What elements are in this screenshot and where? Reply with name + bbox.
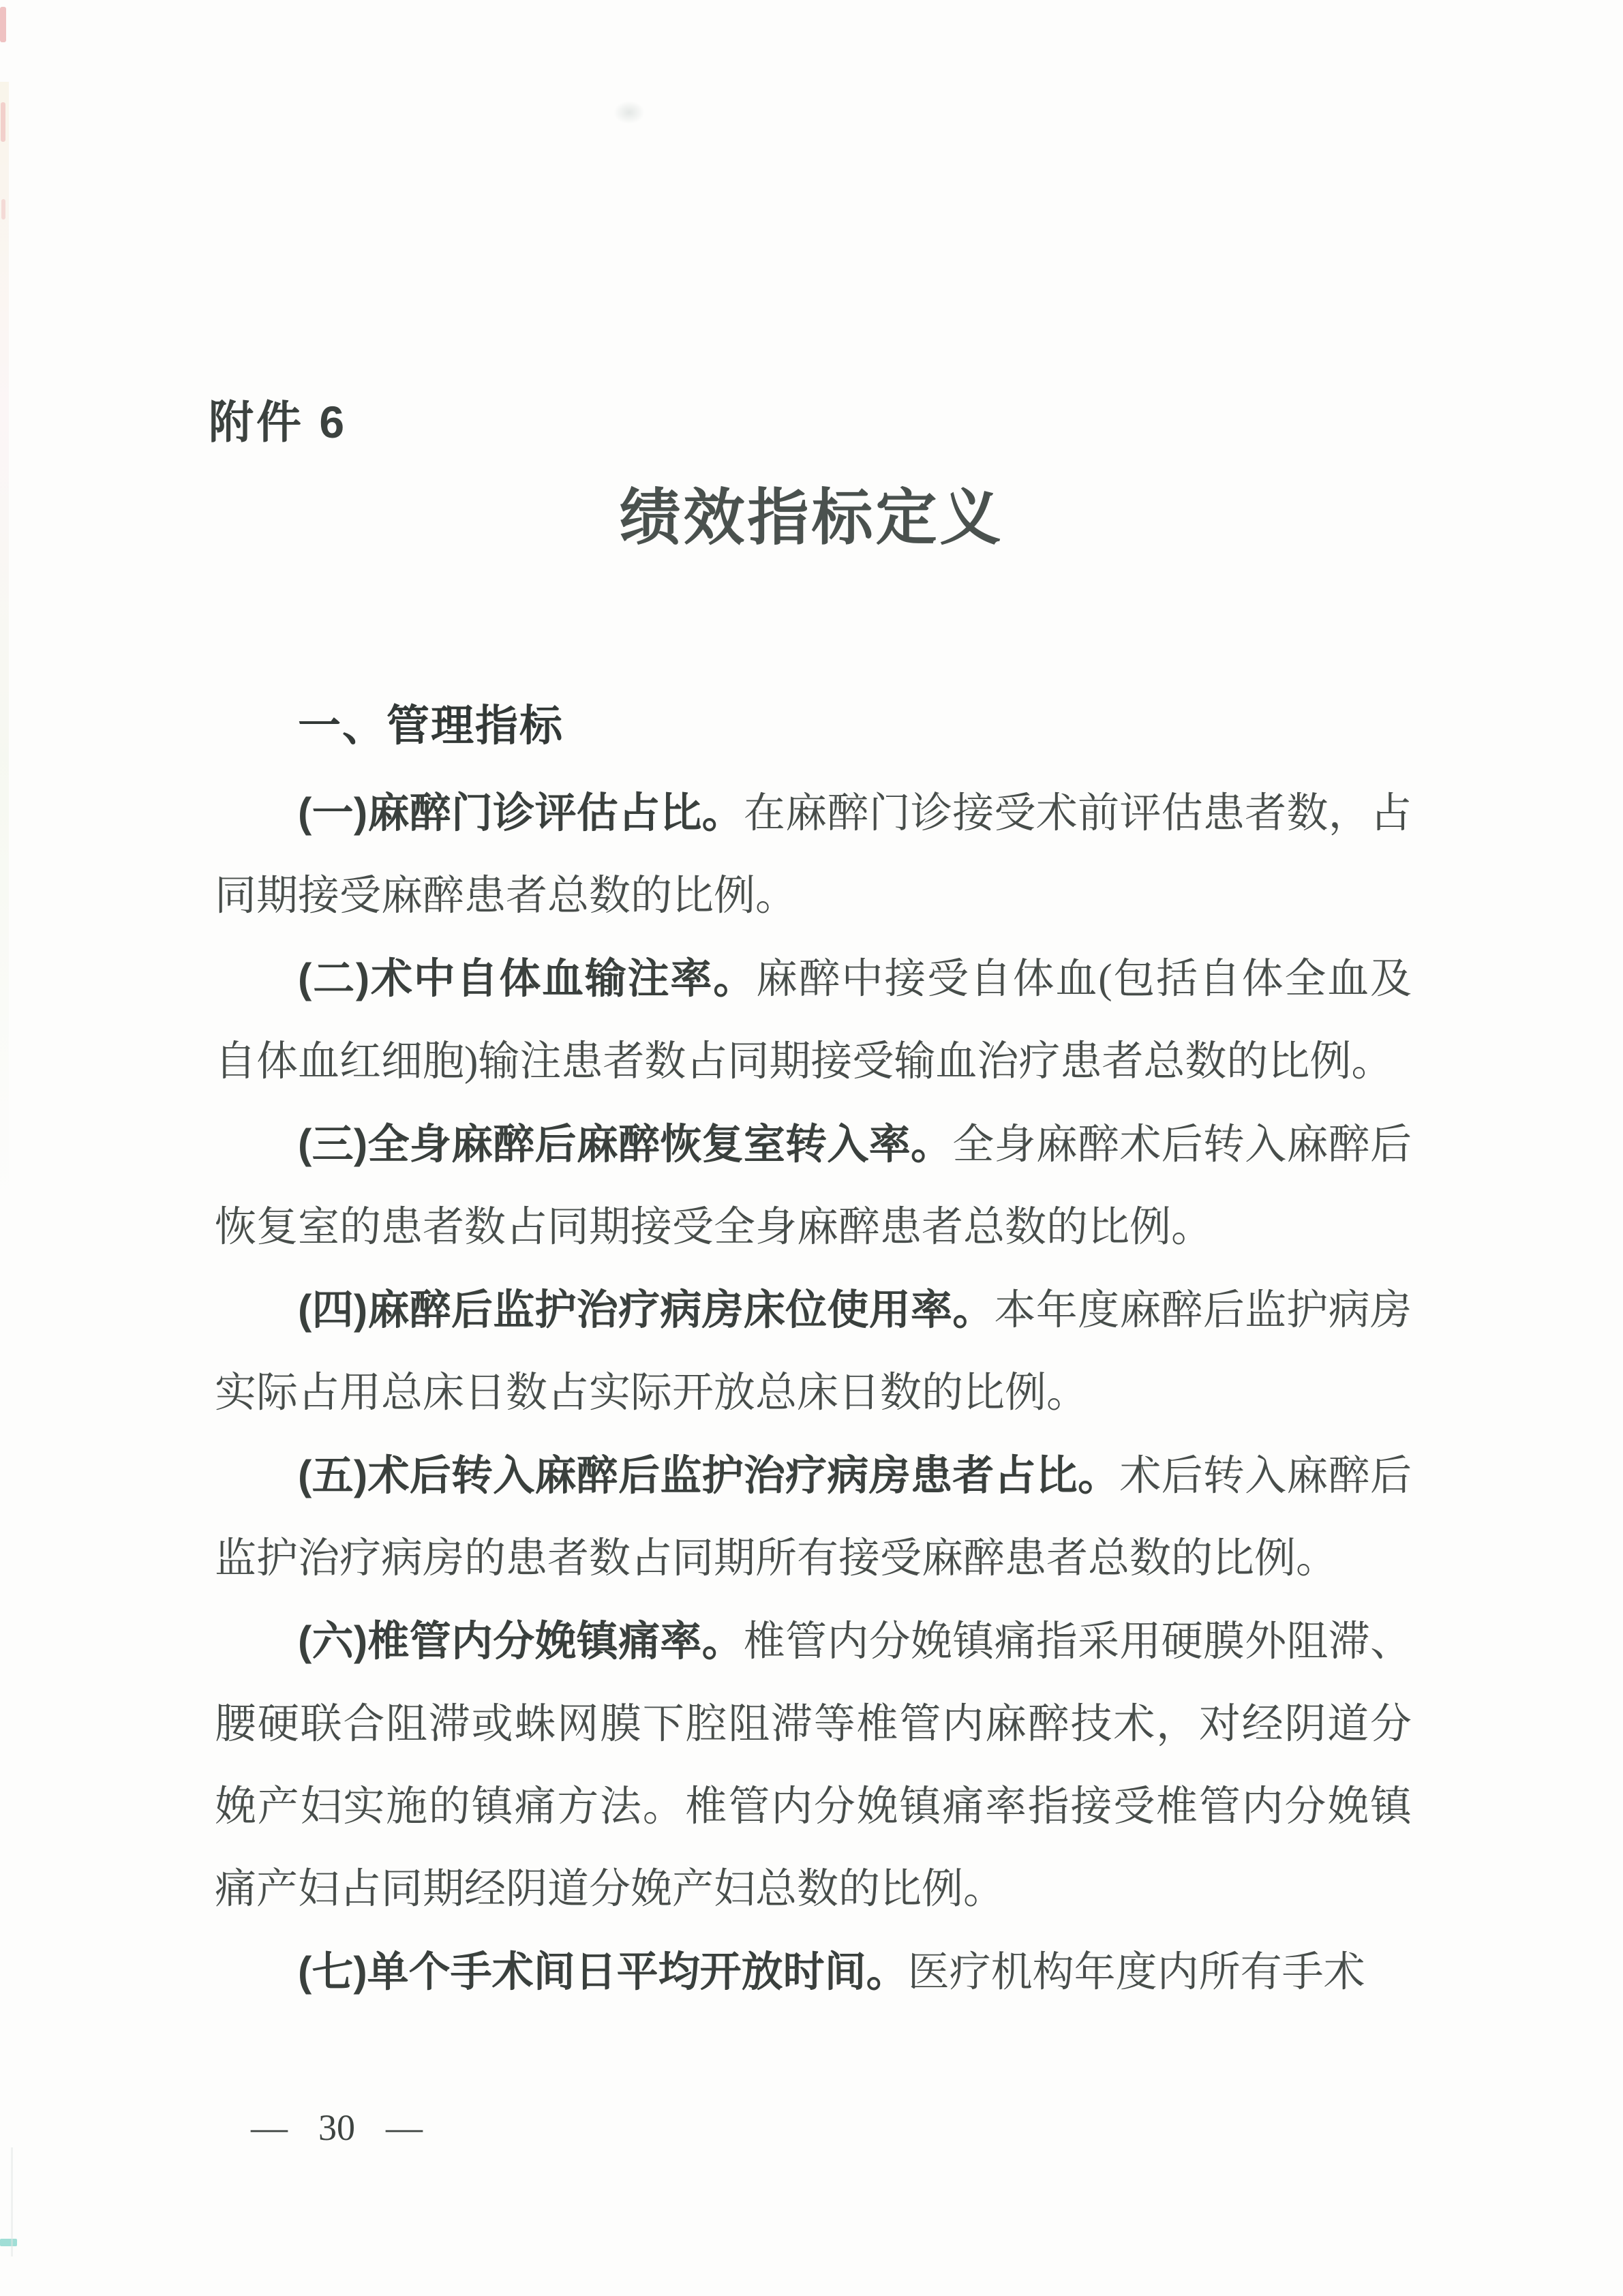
indicator-term: (一)麻醉门诊评估占比。 [298,789,744,836]
indicator-definition: 全身麻醉术后转入麻醉后恢复室的患者数占同期接受全身麻醉患者总数的比例。 [215,1122,1412,1250]
indicator-definition: 麻醉中接受自体血(包括自体全血及自体血红细胞)输注患者数占同期接受输血治疗患者总数的比例。 [215,956,1412,1085]
indicator-paragraph-6 [215,1600,1412,1931]
scan-edge-tint [0,82,9,1207]
scan-artifact-teal [0,2239,17,2246]
indicator-paragraph-7 [215,1931,1412,2014]
attachment-label: 附件 6 [209,397,348,447]
scan-artifact-red [0,7,6,42]
footer-dash-left: — [251,2107,288,2148]
scan-artifact-smudge [613,101,645,124]
page-footer [251,2109,423,2146]
indicator-paragraph-1 [215,772,1412,937]
indicator-definition: 椎管内分娩镇痛指采用硬膜外阻滞、腰硬联合阻滞或蛛网膜下腔阻滞等椎管内麻醉技术，对经阴道分娩产妇实施的镇痛方法。椎管内分娩镇痛率指接受椎管内分娩镇痛产妇占同期经阴道分娩产妇总数的比例。 [215,1619,1412,1912]
document-title: 绩效指标定义 [619,485,1004,552]
indicator-definition: 术后转入麻醉后监护治疗病房的患者数占同期所有接受麻醉患者总数的比例。 [215,1453,1412,1582]
page-number: 30 [318,2107,355,2148]
indicator-definition: 医疗机构年度内所有手术 [907,1950,1365,1995]
indicator-term: (六)椎管内分娩镇痛率。 [298,1618,744,1664]
footer-dash-right: — [386,2107,423,2148]
section-heading: 一、管理指标 [298,702,564,750]
indicator-term: (二)术中自体血输注率。 [298,955,756,1001]
scan-artifact-red [1,102,5,142]
indicator-term: (三)全身麻醉后麻醉恢复室转入率。 [298,1121,953,1167]
indicator-paragraph-2 [215,937,1412,1103]
indicator-term: (五)术后转入麻醉后监护治疗病房患者占比。 [298,1452,1120,1498]
indicator-term: (四)麻醉后监护治疗病房床位使用率。 [298,1286,995,1333]
indicator-term: (七)单个手术间日平均开放时间。 [298,1948,908,1995]
indicator-paragraph-4 [215,1269,1412,1434]
indicator-paragraph-5 [215,1434,1412,1600]
indicator-paragraph-3 [215,1103,1412,1269]
indicator-definition: 在麻醉门诊接受术前评估患者数，占同期接受麻醉患者总数的比例。 [215,791,1412,919]
scan-artifact-red [1,199,5,220]
document-body [215,702,1412,2014]
indicator-definition: 本年度麻醉后监护病房实际占用总床日数占实际开放总床日数的比例。 [215,1288,1412,1416]
scan-artifact-streak [11,2147,13,2256]
